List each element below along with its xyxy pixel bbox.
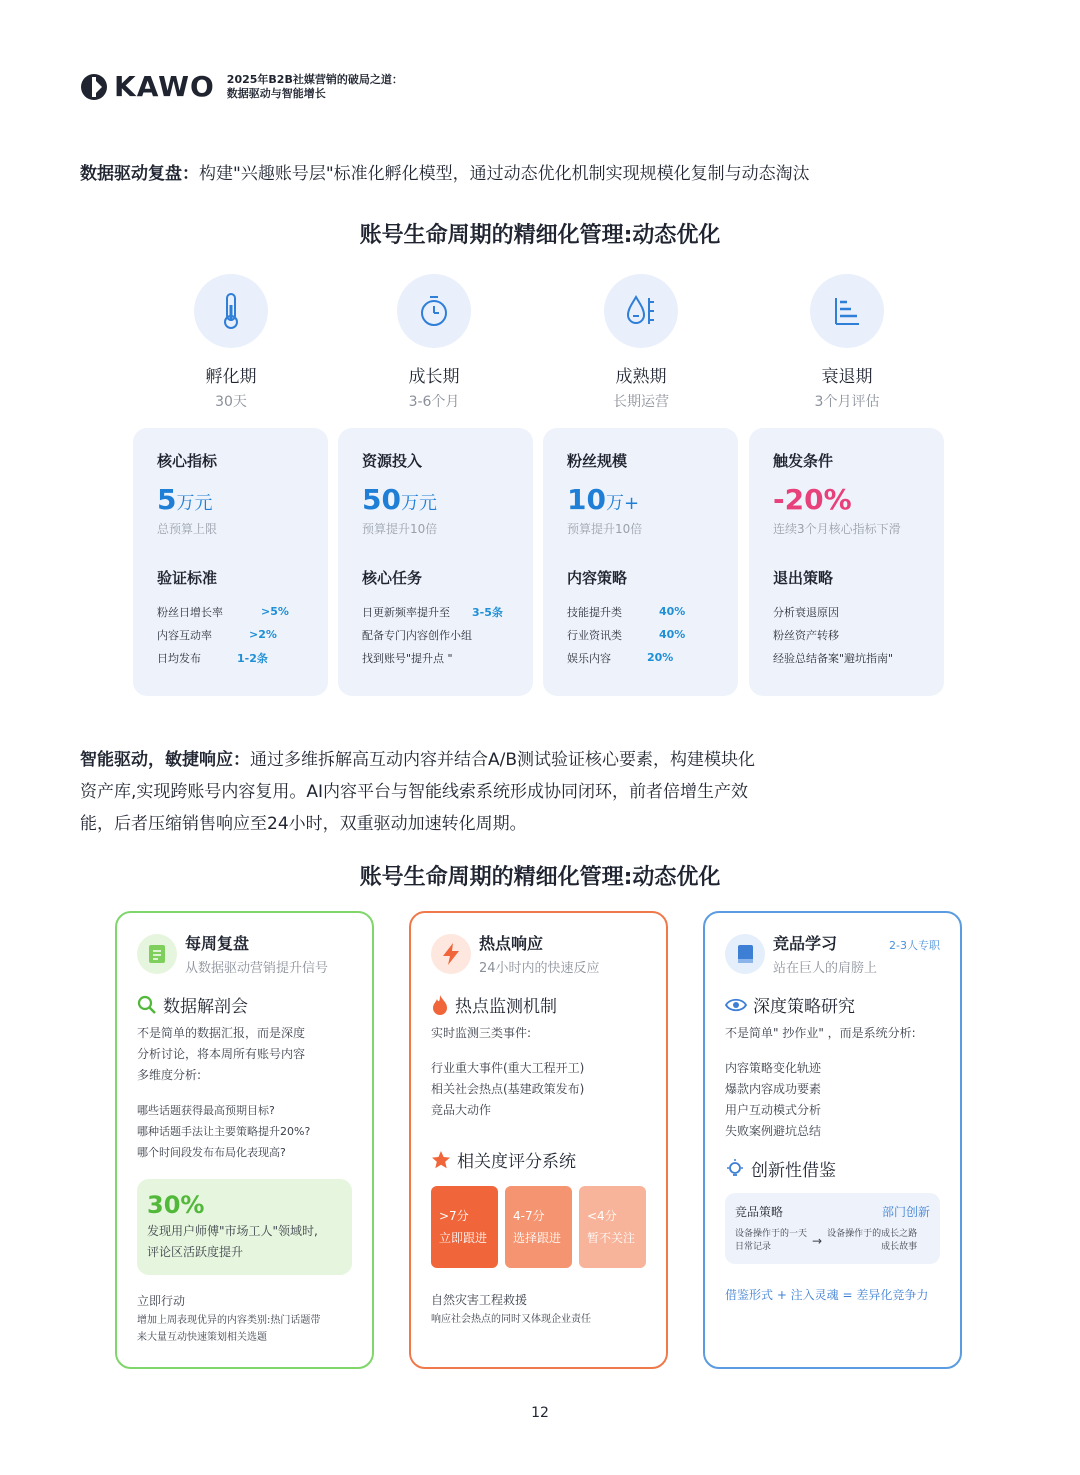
search-icon — [137, 995, 157, 1015]
thermometer-icon — [214, 291, 248, 331]
stage-maturity: 成熟期 长期运营 — [541, 274, 741, 411]
list-item: 行业资讯类 40% — [567, 628, 686, 642]
competitor-learning-card: 2-3人专职 竞品学习 站在巨人的肩膀上 深度策略研究 不是简单" 抄作业" ，而是系统分析: 内容策略变化轨迹 爆款内容成功要素 用户互动模式分析 失败案例避坑总结 创新性借鉴 竞品策略 部门创新 设备操作于的一天 日常记录 → 设备操作于的成长之路 成长故事 借鉴形式 + 注入灵魂 = 差异化竞争力 — [703, 911, 962, 1369]
list-item: 粉丝日增长率 >5% — [157, 605, 289, 619]
kawo-logo — [80, 70, 215, 103]
stat-box: 30% 发现用户师傅"市场工人"领域时, 评论区活跃度提升 — [137, 1179, 352, 1275]
list-item: 找到账号"提升点 " — [362, 651, 453, 665]
card-maturity: 粉丝规模 10万+ 预算提升10倍 内容策略 技能提升类 40% 行业资讯类 40% 娱乐内容 20% — [543, 428, 738, 696]
stopwatch-icon — [416, 293, 452, 329]
hot-response-card: 热点响应 24小时内的快速反应 热点监测机制 实时监测三类事件: 行业重大事件(重大工程开工) 相关社会热点(基建政策发布) 竞品大动作 相关度评分系统 >7分 立即跟进 4-7分 选择跟进 <4分 暂不关注 自然灾害工程救援 响应社会热点的同时又体现企业责任 — [409, 911, 668, 1369]
logo-text: KAWO — [114, 70, 215, 103]
score-mid: 4-7分 选择跟进 — [505, 1186, 572, 1268]
stacked-lines-icon — [829, 293, 865, 329]
list-item: 技能提升类 40% — [567, 605, 686, 619]
list-item: 日更新频率提升至 3-5条 — [362, 605, 503, 619]
arrow-right-icon: → — [812, 1233, 823, 1248]
kawo-logo-icon — [80, 73, 108, 101]
card-growth: 资源投入 50万元 预算提升10倍 核心任务 日更新频率提升至 3-5条 配备专门内容创作小组 找到账号"提升点 " — [338, 428, 533, 696]
lightbulb-icon — [725, 1158, 745, 1180]
list-item: 分析衰退原因 — [773, 605, 839, 619]
list-item: 经验总结备案"避坑指南" — [773, 651, 894, 665]
stage-growth: 成长期 3-6个月 — [334, 274, 534, 411]
section-title-1: 账号生命周期的精细化管理:动态优化 — [359, 223, 721, 248]
list-item: 内容互动率 >2% — [157, 628, 277, 642]
stage-incubation: 孵化期 30天 — [131, 274, 331, 411]
formula: 借鉴形式 + 注入灵魂 = 差异化竞争力 — [725, 1288, 929, 1302]
list-item: 粉丝资产转移 — [773, 628, 839, 642]
card-incubation: 核心指标 5万元 总预算上限 验证标准 粉丝日增长率 >5% 内容互动率 >2% 日均发布 1-2条 — [133, 428, 328, 696]
score-low: <4分 暂不关注 — [579, 1186, 646, 1268]
strategy-box: 竞品策略 部门创新 设备操作于的一天 日常记录 → 设备操作于的成长之路 成长故事 — [725, 1193, 940, 1264]
stage-decline: 衰退期 3个月评估 — [747, 274, 947, 411]
eye-icon — [725, 997, 747, 1013]
droplet-gauge-icon — [622, 292, 660, 330]
page-header — [80, 70, 403, 103]
card-decline: 触发条件 -20% 连续3个月核心指标下滑 退出策略 分析衰退原因 粉丝资产转移 经验总结备案"避坑指南" — [749, 428, 944, 696]
intro-paragraph-2: 智能驱动，敏捷响应：通过多维拆解高互动内容并结合A/B测试验证核心要素，构建模块化 资产库,实现跨账号内容复用。AI内容平台与智能线索系统形成协同闭环，前者倍增生产效 能，后者压缩销售响应至24小时，双重驱动加速转化周期。 — [80, 750, 756, 834]
lightning-icon — [440, 942, 462, 966]
page-number: 12 — [531, 1405, 549, 1421]
header-subtitle: 2025年B2B社媒营销的破局之道： 数据驱动与智能增长 — [226, 72, 403, 100]
book-icon — [734, 943, 756, 965]
star-icon — [431, 1150, 451, 1170]
score-high: >7分 立即跟进 — [431, 1186, 498, 1268]
staff-tag: 2-3人专职 — [889, 939, 940, 952]
notepad-icon — [146, 943, 168, 965]
intro-paragraph-1: 数据驱动复盘：构建"兴趣账号层"标准化孵化模型，通过动态优化机制实现规模化复制与动态淘汰 — [80, 164, 810, 184]
fire-icon — [431, 994, 449, 1016]
score-row — [431, 1186, 646, 1268]
list-item: 娱乐内容 20% — [567, 651, 674, 665]
list-item: 配备专门内容创作小组 — [362, 628, 472, 642]
section-title-2: 账号生命周期的精细化管理:动态优化 — [359, 865, 721, 890]
list-item: 日均发布 1-2条 — [157, 651, 268, 665]
weekly-review-card: 每周复盘 从数据驱动营销提升信号 数据解剖会 不是简单的数据汇报，而是深度 分析讨论，将本周所有账号内容 多维度分析: 哪些话题获得最高预期目标? 哪种话题手法让主要策略提升20%? 哪个时间段发布布局化表现高? 30% 发现用户师傅"市场工人"领域时, 评论区活跃度提升 立即行动 增加上周表现优异的内容类别:热门话题带 来大量互动快速策划相关选题 — [115, 911, 374, 1369]
